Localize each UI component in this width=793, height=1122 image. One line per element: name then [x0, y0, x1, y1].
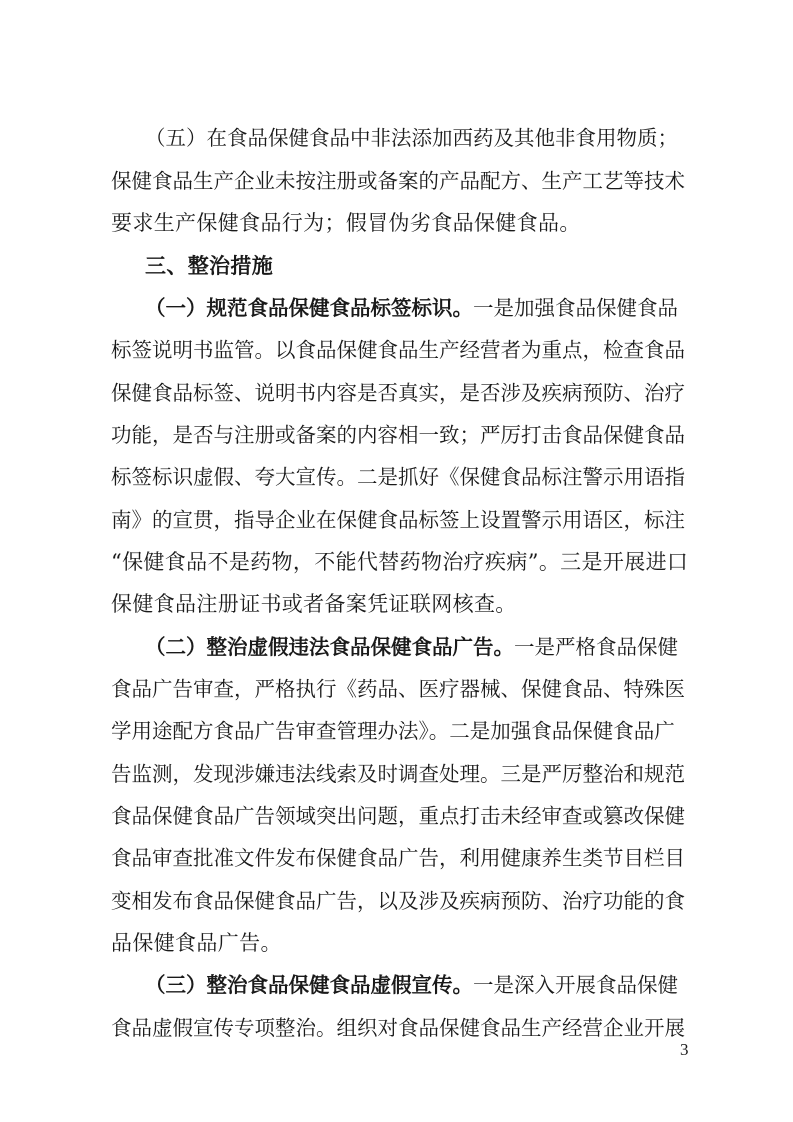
measure-2-line-6: 食品审查批准文件发布保健食品广告，利用健康养生类节目栏目	[111, 846, 685, 870]
measure-1-line-8: 保健食品注册证书或者备案凭证联网核查。	[111, 592, 517, 616]
measure-1-line-3: 保健食品标签、说明书内容是否真实，是否涉及疾病预防、治疗	[111, 381, 685, 405]
paragraph-5-line-2: 保健食品生产企业未按注册或备案的产品配方、生产工艺等技术	[111, 169, 685, 193]
measure-2-line-2: 食品广告审查，严格执行《药品、医疗器械、保健食品、特殊医	[111, 677, 685, 701]
measure-1-title: （一）规范食品保健食品标签标识。	[145, 296, 473, 320]
measure-2-line-1	[145, 627, 691, 667]
measure-2-line-7: 变相发布食品保健食品广告，以及涉及疾病预防、治疗功能的食	[111, 889, 685, 913]
measure-2-line-4: 告监测，发现涉嫌违法线索及时调查处理。三是严厉整治和规范	[111, 762, 685, 786]
measure-2-text: 一是严格食品保健	[514, 635, 678, 659]
measure-1-line-2: 标签说明书监管。以食品保健食品生产经营者为重点，检查食品	[111, 338, 685, 362]
measure-3-line-2: 食品虚假宣传专项整治。组织对食品保健食品生产经营企业开展	[111, 1016, 685, 1040]
measure-2-title: （二）整治虚假违法食品保健食品广告。	[145, 635, 514, 659]
measure-2-line-5: 食品保健食品广告领域突出问题，重点打击未经审查或篡改保健	[111, 804, 685, 828]
section-heading-measures: 三、整治措施	[145, 254, 274, 278]
page-number: 3	[680, 1040, 689, 1059]
measure-1-line-6: 南》的宣贯，指导企业在保健食品标签上设置警示用语区，标注	[111, 508, 685, 532]
measure-1-line-1	[145, 288, 691, 328]
measure-2-line-8: 品保健食品广告。	[111, 931, 282, 955]
paragraph-5-line-1: （五）在食品保健食品中非法添加西药及其他非食用物质；	[145, 126, 678, 150]
measure-3-title: （三）整治食品保健食品虚假宣传。	[145, 973, 473, 997]
measure-1-line-7: “保健食品不是药物，不能代替药物治疗疾病”。三是开展进口	[111, 550, 689, 574]
measure-1-line-5: 标签标识虚假、夸大宣传。二是抓好《保健食品标注警示用语指	[111, 465, 685, 489]
paragraph-5-line-3: 要求生产保健食品行为；假冒伪劣食品保健食品。	[111, 211, 581, 235]
measure-3-line-1	[145, 965, 691, 1005]
measure-2-line-3: 学用途配方食品广告审查管理办法》。二是加强食品保健食品广	[111, 719, 675, 743]
measure-3-text: 一是深入开展食品保健	[473, 973, 678, 997]
measure-1-line-4: 功能，是否与注册或备案的内容相一致；严厉打击食品保健食品	[111, 423, 685, 447]
measure-1-text: 一是加强食品保健食品	[473, 296, 678, 320]
